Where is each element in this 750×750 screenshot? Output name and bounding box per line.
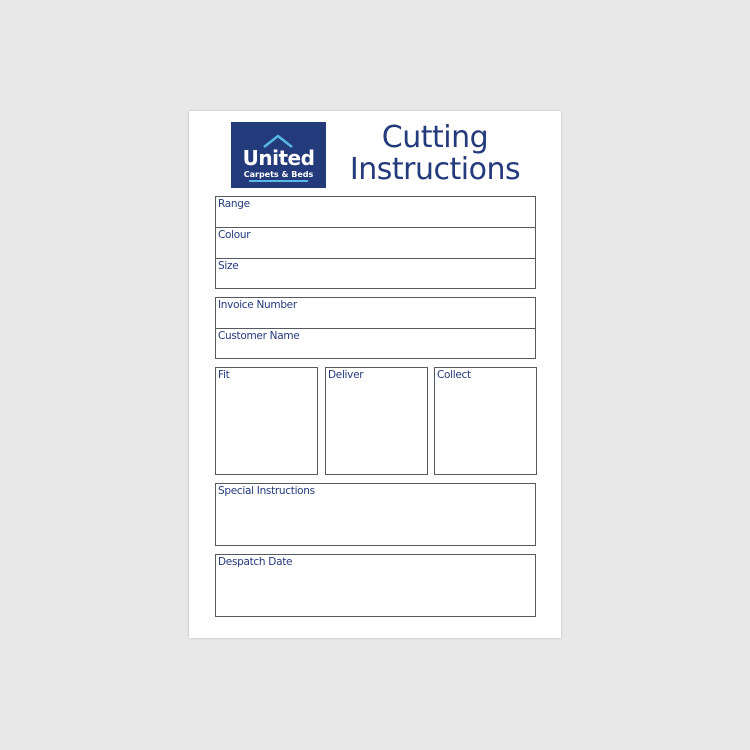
logo-wordmark: United (242, 146, 315, 170)
despatch-date-field[interactable] (215, 554, 536, 617)
special-instructions-label: Special Instructions (218, 485, 315, 497)
order-details-box (215, 297, 536, 359)
range-label: Range (218, 198, 250, 210)
customer-name-field[interactable] (216, 329, 535, 360)
despatch-date-label: Despatch Date (218, 556, 293, 568)
united-carpets-logo (231, 122, 326, 188)
fit-box[interactable] (215, 367, 318, 475)
fit-label: Fit (218, 369, 230, 381)
size-label: Size (218, 260, 239, 272)
customer-name-label: Customer Name (218, 330, 300, 342)
collect-box[interactable] (434, 367, 537, 475)
title-line-2: Instructions (349, 152, 521, 187)
deliver-box[interactable] (325, 367, 428, 475)
colour-label: Colour (218, 229, 251, 241)
special-instructions-field[interactable] (215, 483, 536, 546)
product-details-box (215, 196, 536, 289)
deliver-label: Deliver (328, 369, 364, 381)
colour-field[interactable] (216, 228, 535, 259)
invoice-number-field[interactable] (216, 298, 535, 329)
size-field[interactable] (216, 259, 535, 290)
document-title (335, 122, 535, 186)
collect-label: Collect (437, 369, 471, 381)
logo-tagline: Carpets & Beds (243, 170, 314, 179)
invoice-number-label: Invoice Number (218, 299, 297, 311)
cutting-instructions-sheet (189, 111, 561, 638)
title-line-1: Cutting (381, 120, 489, 155)
range-field[interactable] (216, 197, 535, 228)
logo-underline (249, 180, 308, 182)
